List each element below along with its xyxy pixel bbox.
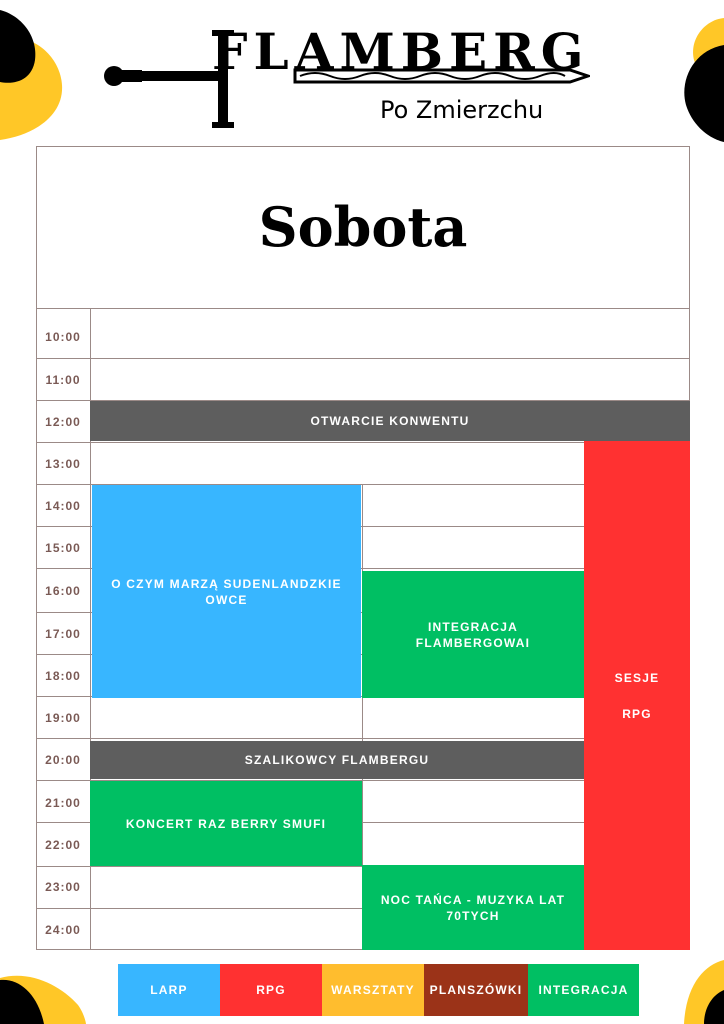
time-label: 18:00 — [45, 669, 81, 683]
corner-blob-top-left — [0, 0, 70, 150]
event-otwarcie-konwentu[interactable]: OTWARCIE KONWENTU — [90, 401, 690, 441]
corner-blob-top-right — [664, 0, 724, 150]
time-label: 22:00 — [45, 838, 81, 852]
legend-integracja: INTEGRACJA — [528, 964, 639, 1016]
time-label: 12:00 — [45, 415, 81, 429]
time-label: 24:00 — [45, 923, 81, 937]
time-label: 19:00 — [45, 711, 81, 725]
time-label: 17:00 — [45, 627, 81, 641]
event-koncert[interactable]: KONCERT RAZ BERRY SMUFI — [90, 781, 362, 866]
event-szalikowcy[interactable]: SZALIKOWCY FLAMBERGU — [90, 741, 584, 779]
time-label: 10:00 — [45, 330, 81, 344]
legend-larp: LARP — [118, 964, 220, 1016]
time-label: 11:00 — [45, 373, 81, 387]
legend-planszowki: PLANSZÓWKI — [424, 964, 528, 1016]
legend-warsztaty: WARSZTATY — [322, 964, 424, 1016]
event-sesje-label: SESJE — [614, 670, 660, 685]
time-label: 20:00 — [45, 753, 81, 767]
day-title: Sobota — [258, 195, 468, 259]
logo-title: FLAMBERG — [212, 22, 590, 81]
event-sesje-rpg[interactable] — [584, 441, 690, 950]
time-label: 16:00 — [45, 584, 81, 598]
logo-subtitle: Po Zmierzchu — [380, 96, 544, 124]
event-owce[interactable]: O CZYM MARZĄ SUDENLANDZKIE OWCE — [92, 485, 361, 698]
event-integracja[interactable]: INTEGRACJA FLAMBERGOWAI — [362, 571, 584, 698]
time-label: 21:00 — [45, 796, 81, 810]
time-label: 15:00 — [45, 541, 81, 555]
time-label: 14:00 — [45, 499, 81, 513]
corner-blob-bottom-right — [664, 960, 724, 1024]
time-label: 13:00 — [45, 457, 81, 471]
corner-blob-bottom-left — [0, 960, 90, 1024]
event-rpg-label: RPG — [622, 706, 652, 721]
time-label: 23:00 — [45, 880, 81, 894]
event-noc-tanca[interactable]: NOC TAŃCA - MUZYKA LAT 70TYCH — [362, 865, 584, 950]
legend-rpg: RPG — [220, 964, 322, 1016]
